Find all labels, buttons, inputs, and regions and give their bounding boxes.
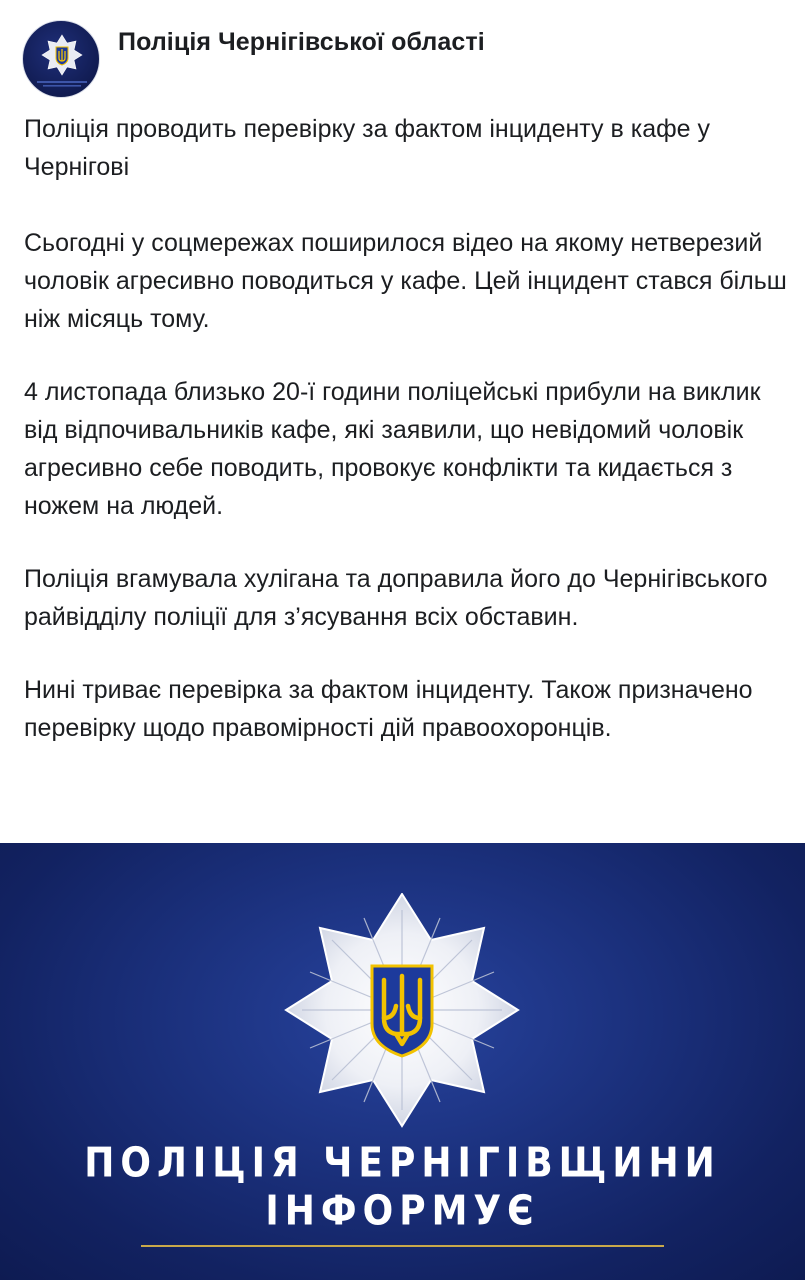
post-paragraph: Поліція вгамувала хулігана та доправила його до Чернігівського райвідділу поліції для з’ясування всіх обставин. (24, 565, 768, 631)
banner-title-line1: ПОЛІЦІЯ ЧЕРНІГІВЩИНИ (84, 1139, 721, 1188)
post-text (24, 110, 794, 782)
banner-gold-rule (141, 1245, 664, 1247)
page-avatar[interactable] (22, 20, 100, 98)
post-paragraph: 4 листопада близько 20-ї години поліцейські прибули на виклик від відпочивальників кафе, які заявили, що невідомий чоловік агресивно себе поводить, провокує конфлікти та кидається з ножем на людей. (24, 378, 761, 520)
post-paragraph: Сьогодні у соцмережах поширилося відео на якому нетверезий чоловік агресивно поводиться у кафе. Цей інцидент стався більш ніж місяць тому. (24, 229, 787, 333)
police-star-trident-icon (282, 893, 522, 1128)
banner-title-line2: ІНФОРМУЄ (265, 1187, 540, 1236)
post-paragraph: Поліція проводить перевірку за фактом інциденту в кафе у Чернігові (24, 115, 711, 181)
post-paragraph: Нині триває перевірка за фактом інциденту. Також призначено перевірку щодо правомірності дій правоохоронців. (24, 676, 753, 742)
police-badge-icon (23, 21, 100, 98)
post-header (0, 0, 805, 100)
post-image-banner[interactable] (0, 843, 805, 1280)
page-name[interactable]: Поліція Чернігівської області (118, 28, 485, 56)
